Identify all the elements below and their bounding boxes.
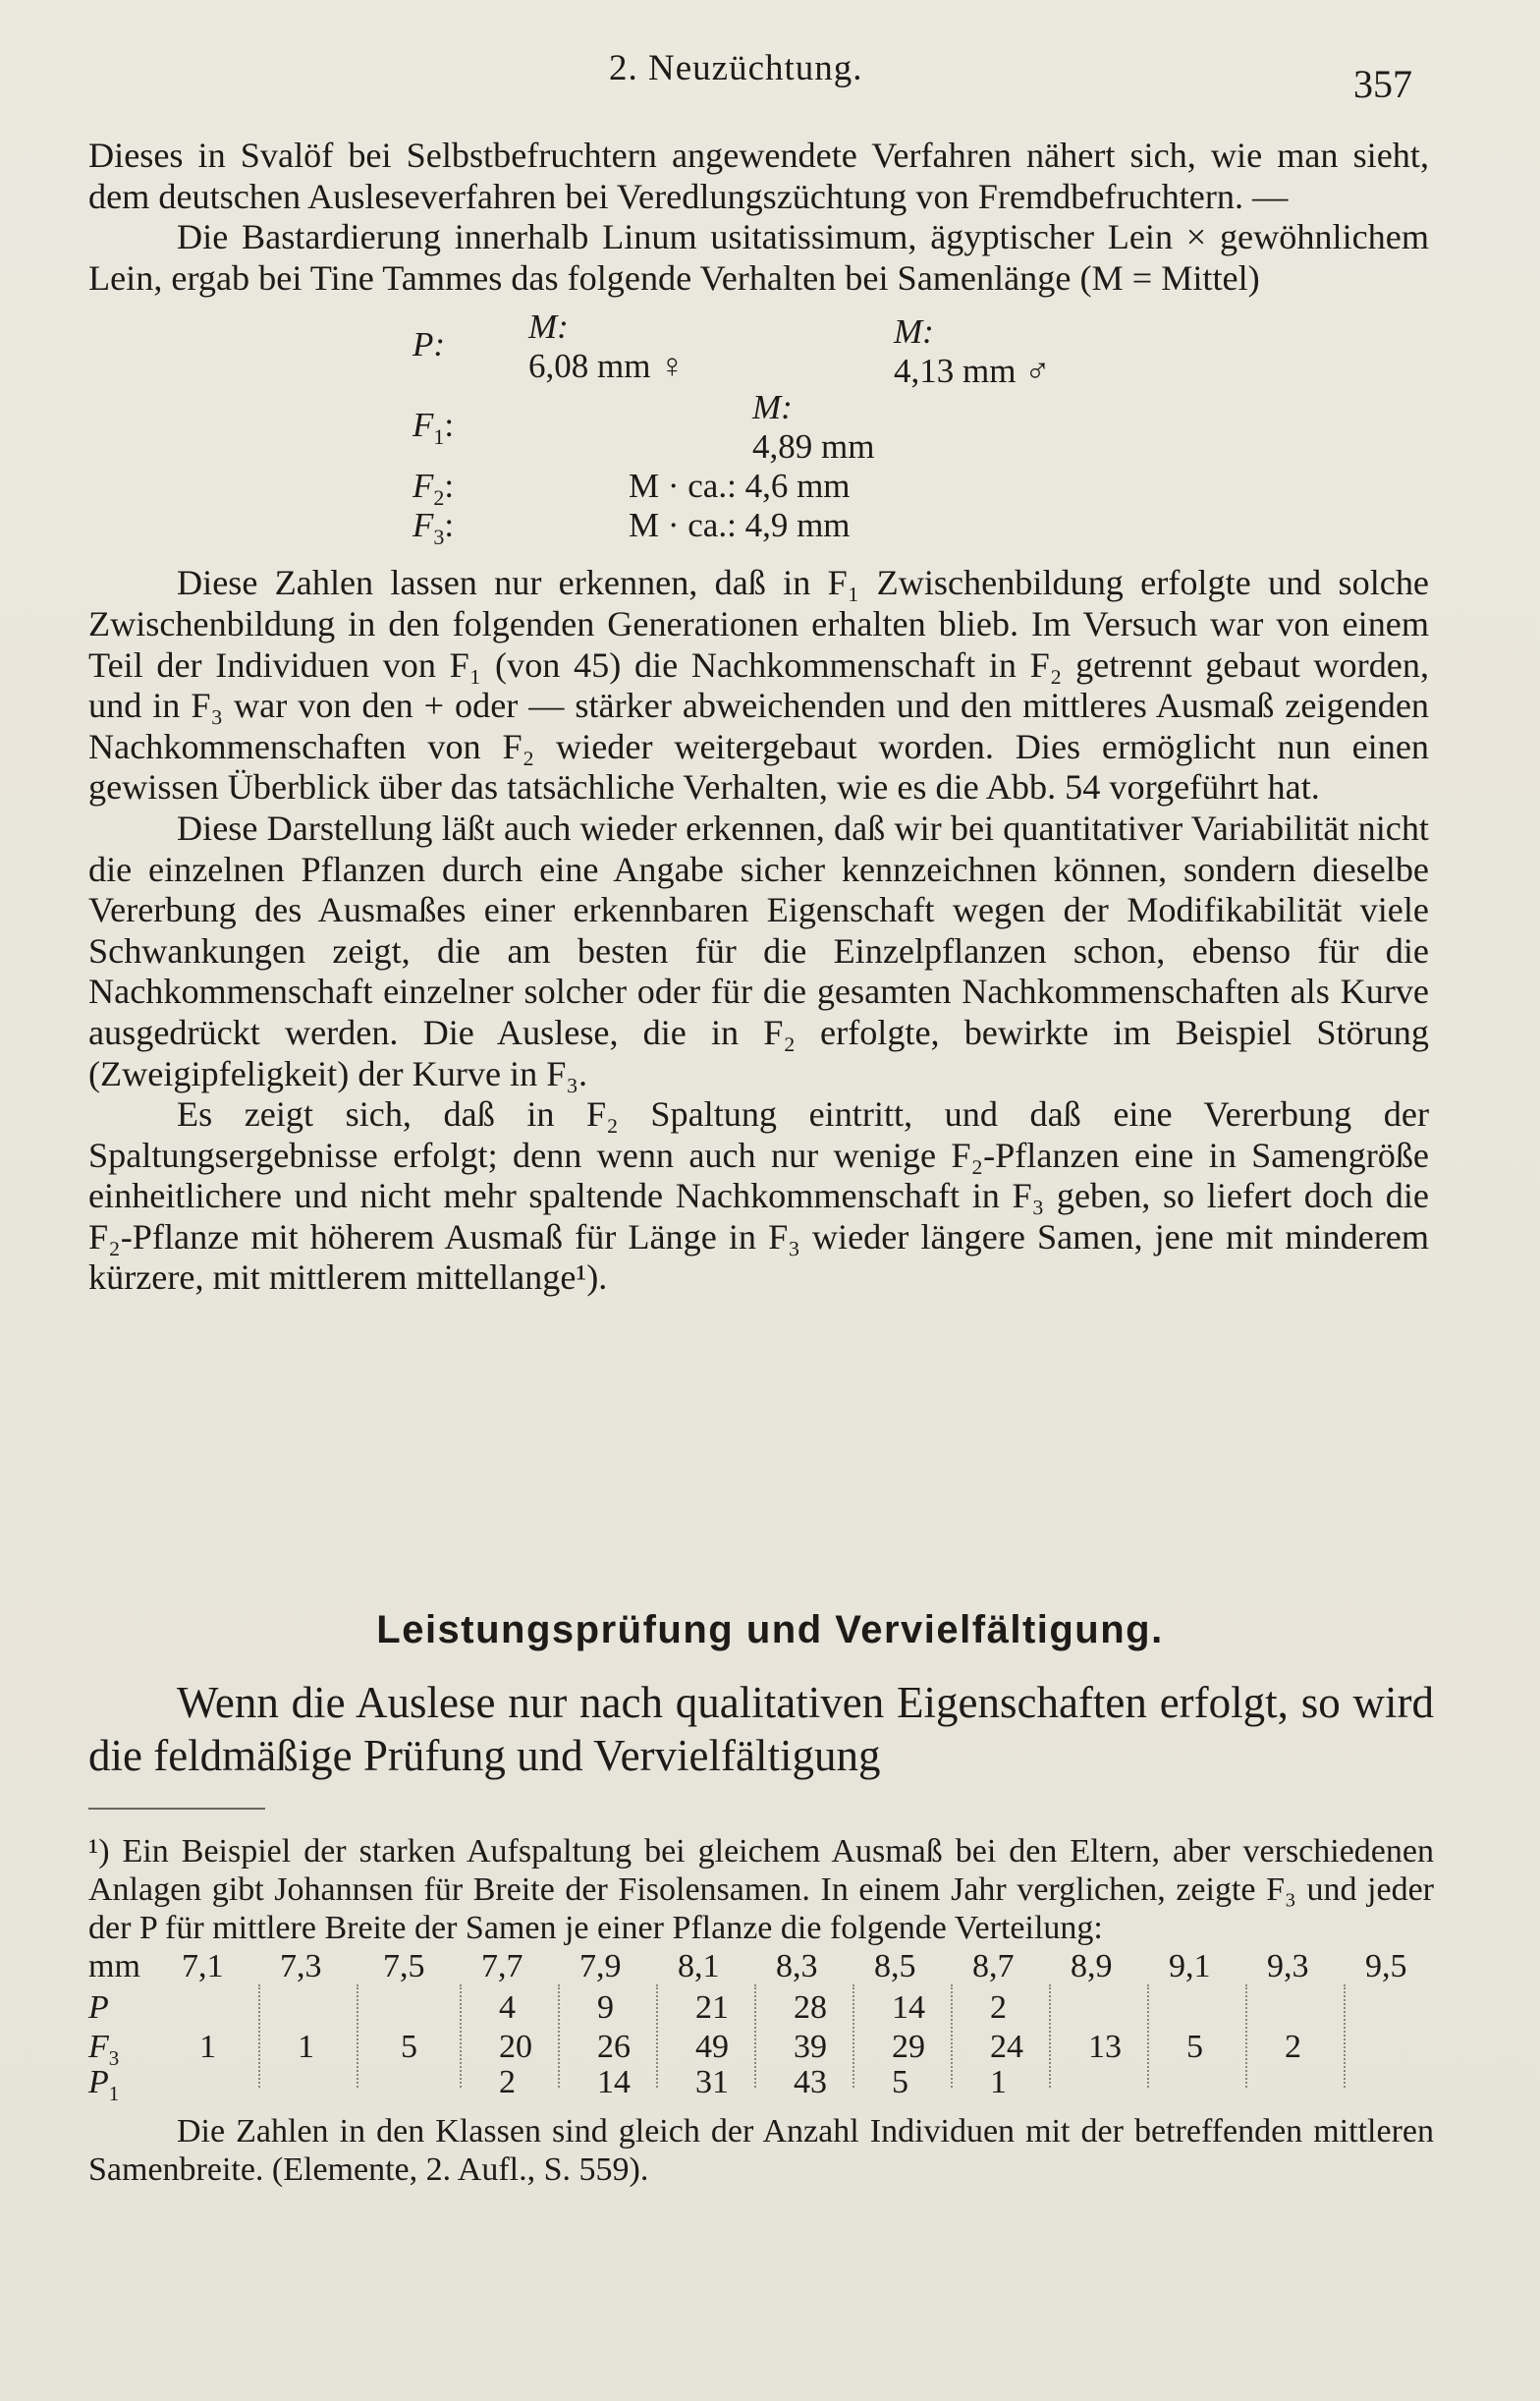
distribution-class-header: 9,3 <box>1267 1948 1309 1984</box>
distribution-cell: 31 <box>695 2064 729 2100</box>
section-lead-text: Wenn die Auslese nur nach qualitativen Eigenschaften erfolgt, so wird die feldmäßige Prüfung und Vervielfältigung <box>88 1678 1434 1780</box>
distribution-row-label: $P_1$ <box>88 2064 120 2105</box>
f1-mean-label: M: <box>752 388 793 427</box>
distribution-column-divider <box>258 1984 260 2088</box>
running-header <box>0 41 1540 106</box>
distribution-column-divider <box>460 1984 462 2088</box>
distribution-cell: 4 <box>499 1989 516 2026</box>
generation-p-label: P: <box>412 325 446 364</box>
page-number: 357 <box>1353 62 1412 106</box>
distribution-cell: 49 <box>695 2029 729 2065</box>
distribution-column-divider <box>656 1984 658 2088</box>
distribution-column-divider <box>1147 1984 1149 2088</box>
distribution-row-label: $F_3$ <box>88 2029 120 2070</box>
body-text <box>88 136 1429 1299</box>
distribution-column-divider <box>852 1984 854 2088</box>
distribution-class-header: 9,5 <box>1365 1948 1407 1984</box>
distribution-column-divider <box>1344 1984 1346 2088</box>
distribution-cell: 5 <box>1186 2029 1203 2065</box>
p-father-mean-value: 4,13 mm ♂ <box>894 352 1051 391</box>
p-mother-mean-label: M: <box>528 307 569 347</box>
section-heading: Leistungsprüfung und Vervielfältigung. <box>376 1608 1164 1651</box>
footnote-divider <box>88 1808 265 1810</box>
distribution-cell: 1 <box>990 2064 1007 2100</box>
running-title: 2. Neuzüchtung. <box>609 48 863 88</box>
paragraph-3: Diese Zahlen lassen nur erkennen, daß in F₁ Zwischenbildung erfolgte und solche Zwischenbildung in den folgenden Generationen erhalten blieb. Im Versuch war von einem Teil der Individuen von F₁ (von 45) die Nachkommenschaft in F₂ getrennt gebaut worden, und in F₃ war von den + oder — stärker abweichenden und den mittleres Ausmaß zeigenden Nachkommenschaften von F₂ wieder weitergebaut worden. Dies ermöglicht nun einen gewissen Überblick über das tatsächliche Verhalten, wie es die Abb. 54 vorgeführt hat. <box>88 563 1429 808</box>
paragraph-1: Dieses in Svalöf bei Selbstbefruchtern angewendete Verfahren nähert sich, wie man sieht, dem deutschen Ausleseverfahren bei Veredlungszüchtung von Fremdbefruchtern. — <box>88 136 1429 216</box>
distribution-cell: 14 <box>892 1989 925 2026</box>
distribution-class-header: 7,7 <box>481 1948 523 1984</box>
distribution-cell: 2 <box>499 2064 516 2100</box>
distribution-column-divider <box>1049 1984 1051 2088</box>
distribution-class-header: 9,1 <box>1169 1948 1211 1984</box>
paragraph-4: Diese Darstellung läßt auch wieder erkennen, daß wir bei quantitativer Variabilität nicht die einzelnen Pflanzen durch eine Angabe sicher kennzeichnen können, sondern dieselbe Vererbung des Ausmaßes einer erkennbaren Eigenschaft wegen der Modifikabilität viele Schwankungen zeigt, die am besten für die Einzelpflanzen schon, ebenso für die Nachkommenschaft einzelner solcher oder für die gesamten Nachkommenschaften als Kurve ausgedrückt werden. Die Auslese, die in F₂ erfolgte, bewirkte im Beispiel Störung (Zweigipfeligkeit) der Kurve in F₃. <box>88 808 1429 1093</box>
p-father-mean-label: M: <box>894 312 934 352</box>
generation-f3-label: $F_3$: <box>412 506 455 550</box>
distribution-column-divider <box>1245 1984 1247 2088</box>
footnote-text: ¹) Ein Beispiel der starken Aufspaltung bei gleichem Ausmaß bei den Eltern, aber verschiedenen Anlagen gibt Johannsen für Breite der Fisolensamen. In einem Jahr verglichen, zeigte F₃ und jeder der P für mittlere Breite der Samen je einer Pflanze die folgende Verteilung: <box>88 1833 1434 1946</box>
distribution-class-header: 8,5 <box>874 1948 916 1984</box>
width-distribution-table <box>88 1947 1434 2112</box>
distribution-cell: 39 <box>794 2029 827 2065</box>
distribution-cell: 24 <box>990 2029 1023 2065</box>
distribution-class-header: 8,3 <box>776 1948 818 1984</box>
paragraph-5: Es zeigt sich, daß in F₂ Spaltung eintritt, und daß eine Vererbung der Spaltungsergebnisse erfolgt; denn wenn auch nur wenige F₂-Pflanzen eine in Samengröße einheitlichere und nicht mehr spaltende Nachkommenschaft in F₃ geben, so liefert doch die F₂-Pflanze mit höherem Ausmaß für Länge in F₃ wieder längere Samen, jene mit minderem kürzere, mit mittlerem mittellange¹). <box>88 1094 1429 1298</box>
distribution-cell: 43 <box>794 2064 827 2100</box>
footnote <box>88 1832 1434 2189</box>
distribution-column-divider <box>558 1984 560 2088</box>
distribution-cell: 2 <box>1285 2029 1301 2065</box>
distribution-row-label: P <box>88 1989 109 2026</box>
distribution-cell: 26 <box>597 2029 631 2065</box>
distribution-class-header: 8,1 <box>678 1948 720 1984</box>
paragraph-2: Die Bastardierung innerhalb Linum usitatissimum, ägyptischer Lein × gewöhnlichem Lein, ergab bei Tine Tammes das folgende Verhalten bei Samenlänge (M = Mittel) <box>88 217 1429 298</box>
distribution-cell: 1 <box>298 2029 314 2065</box>
distribution-cell: 14 <box>597 2064 631 2100</box>
f1-mean-value: 4,89 mm <box>752 427 875 467</box>
f3-mean-value: M · ca.: 4,9 mm <box>629 506 851 545</box>
distribution-class-header: 8,7 <box>972 1948 1015 1984</box>
distribution-cell: 20 <box>499 2029 532 2065</box>
distribution-class-header: 7,1 <box>182 1948 224 1984</box>
distribution-cell: 1 <box>199 2029 216 2065</box>
distribution-cell: 13 <box>1088 2029 1122 2065</box>
cross-results-table <box>88 307 1429 557</box>
distribution-cell: 5 <box>401 2029 417 2065</box>
generation-f2-label: $F_2$: <box>412 467 455 511</box>
f2-mean-value: M · ca.: 4,6 mm <box>629 467 851 506</box>
distribution-class-header: 8,9 <box>1071 1948 1113 1984</box>
distribution-class-header: 7,9 <box>579 1948 622 1984</box>
distribution-cell: 28 <box>794 1989 827 2026</box>
distribution-class-header: 7,5 <box>383 1948 425 1984</box>
p-mother-mean-value: 6,08 mm ♀ <box>528 347 686 386</box>
distribution-cell: 9 <box>597 1989 614 2026</box>
distribution-column-divider <box>357 1984 358 2088</box>
distribution-cell: 2 <box>990 1989 1007 2026</box>
distribution-cell: 5 <box>892 2064 908 2100</box>
distribution-cell: 21 <box>695 1989 729 2026</box>
distribution-class-header: 7,3 <box>280 1948 322 1984</box>
footnote-closing: Die Zahlen in den Klassen sind gleich der Anzahl Individuen mit der betreffenden mittleren Samenbreite. (Elemente, 2. Aufl., S. 559). <box>88 2113 1434 2188</box>
distribution-column-divider <box>754 1984 756 2088</box>
distribution-column-divider <box>951 1984 953 2088</box>
distribution-unit-label: mm <box>88 1948 140 1984</box>
generation-f1-label: $F_1$: <box>412 406 455 450</box>
distribution-cell: 29 <box>892 2029 925 2065</box>
